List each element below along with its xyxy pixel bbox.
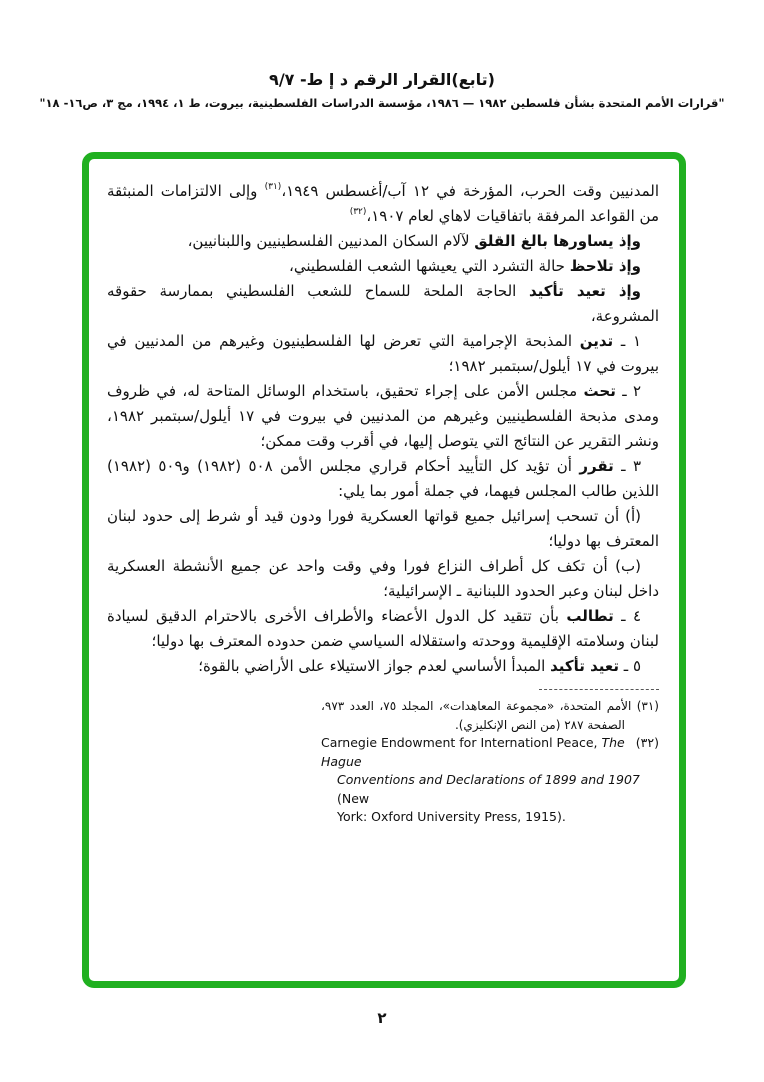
text-segment: ٢ ـ	[615, 382, 642, 400]
text-segment: تدين	[579, 332, 614, 350]
body-paragraph	[107, 504, 659, 554]
green-border-content-box	[82, 152, 686, 988]
body-paragraph	[107, 279, 659, 329]
text-segment: (أ) أن تسحب إسرائيل جميع قواتها العسكرية فورا ودون قيد أو شرط إلى حدود لبنان المعترف بها دوليا؛	[107, 507, 659, 550]
body-paragraph	[107, 379, 659, 454]
text-segment: حالة التشرد التي يعيشها الشعب الفلسطيني،	[289, 257, 570, 275]
text-segment: ٣ ـ	[613, 457, 642, 475]
text-segment: لآلام السكان المدنيين الفلسطينيين واللبنانيين،	[187, 232, 475, 250]
page-number: ٢	[377, 1009, 387, 1027]
body-paragraph	[107, 329, 659, 379]
footnote-32-line1	[321, 734, 659, 771]
footnote-32-publisher-start: (New	[337, 790, 370, 806]
text-segment: ٤ ـ	[613, 607, 641, 625]
footnote-reference: (٣٢)	[349, 207, 367, 217]
text-segment: وإذ تعيد تأكيد	[528, 282, 641, 300]
resolution-body-text	[107, 179, 659, 679]
text-segment: مجلس الأمن على إجراء تحقيق، باستخدام الوسائل المتاحة له، في ظروف ومدى مذبحة الفلسطينيين وغيرهم من المدنيين في بيروت في ١٧ أيلول/سبتمبر ١٩٨٢، ونشر التقرير عن النتائج التي يتوصل إليها، في أقرب وقت ممكن؛	[107, 382, 659, 450]
footnote-31	[321, 697, 659, 734]
text-segment: ١ ـ	[613, 332, 641, 350]
text-segment: الحاجة الملحة للسماح للشعب الفلسطيني بممارسة حقوقه المشروعة،	[107, 282, 659, 325]
text-segment: تحث	[583, 382, 616, 400]
text-segment: وإذ تلاحظ	[569, 257, 641, 275]
text-segment: تعيد تأكيد	[550, 657, 619, 675]
body-paragraph	[107, 229, 659, 254]
footnotes-section	[321, 689, 659, 827]
text-segment: ٥ ـ	[619, 657, 641, 675]
footnote-31-text: الأمم المتحدة، «مجموعة المعاهدات»، المجلد ٧٥، العدد ٩٧٣، الصفحة ٢٨٧ (من النص الإنكليزي).	[321, 699, 632, 732]
footnote-separator-rule	[539, 689, 659, 690]
footnote-32-citation-start: Carnegie Endowment for Internationl Peace,	[321, 735, 602, 750]
footnote-reference: (٣١)	[264, 182, 282, 192]
body-paragraph	[107, 454, 659, 504]
text-segment: وإلى الالتزامات المنبثقة من القواعد المرفقة باتفاقيات لاهاي لعام ١٩٠٧،	[107, 182, 659, 225]
footnote-32-marker: (٣٢)	[635, 735, 659, 750]
page-header	[0, 70, 764, 110]
text-segment: (ب) أن تكف كل أطراف النزاع فورا وفي وقت واحد عن جميع الأنشطة العسكرية داخل لبنان وعبر الحدود اللبنانية ـ الإسرائيلية؛	[107, 557, 659, 600]
body-paragraph	[107, 654, 659, 679]
body-paragraph	[107, 179, 659, 229]
footnote-31-marker: (٣١)	[636, 699, 659, 713]
text-segment: بأن تتقيد كل الدول الأعضاء والأطراف الأخرى بالاحترام الدقيق لسيادة لبنان وسلامته الإقليمية ووحدته واستقلاله السياسي ضمن حدوده المعترف بها دوليا؛	[107, 607, 659, 650]
footnote-32-title-part1: The Hague	[321, 735, 625, 769]
footnote-32-line3: York: Oxford University Press, 1915).	[337, 809, 566, 824]
text-segment: تقرر	[579, 457, 614, 475]
text-segment: المدنيين وقت الحرب، المؤرخة في ١٢ آب/أغسطس ١٩٤٩،	[281, 182, 660, 200]
resolution-title: (تابع)القرار الرقم د إ ط- ٩/٧	[269, 70, 495, 89]
text-segment: أن تؤيد كل التأييد أحكام قراري مجلس الأمن ٥٠٨ (١٩٨٢) و٥٠٩ (١٩٨٢) اللذين طالب المجلس فيهما، في جملة أمور بما يلي:	[107, 457, 659, 500]
body-paragraph	[107, 554, 659, 604]
text-segment: تطالب	[566, 607, 614, 625]
source-citation-line: "قرارات الأمم المتحدة بشأن فلسطين ١٩٨٢ — ١٩٨٦، مؤسسة الدراسات الفلسطينية، بيروت، ط ١، ١٩٩٤، مج ٣، ص١٦- ١٨"	[39, 96, 725, 110]
body-paragraph	[107, 254, 659, 279]
footnote-32	[321, 734, 659, 827]
footnote-32-line2	[321, 771, 659, 808]
text-segment: المذبحة الإجرامية التي تعرض لها الفلسطينيون وغيرهم من المدنيين في بيروت في ١٧ أيلول/سبتمبر ١٩٨٢؛	[107, 332, 659, 375]
footnote-32-title-part2: Conventions and Declarations of 1899 and 1907	[337, 772, 640, 787]
text-segment: وإذ يساورها بالغ القلق	[474, 232, 641, 250]
body-paragraph	[107, 604, 659, 654]
footnote-32-line1-text	[321, 734, 636, 771]
text-segment: المبدأ الأساسي لعدم جواز الاستيلاء على الأراضي بالقوة؛	[198, 657, 551, 675]
